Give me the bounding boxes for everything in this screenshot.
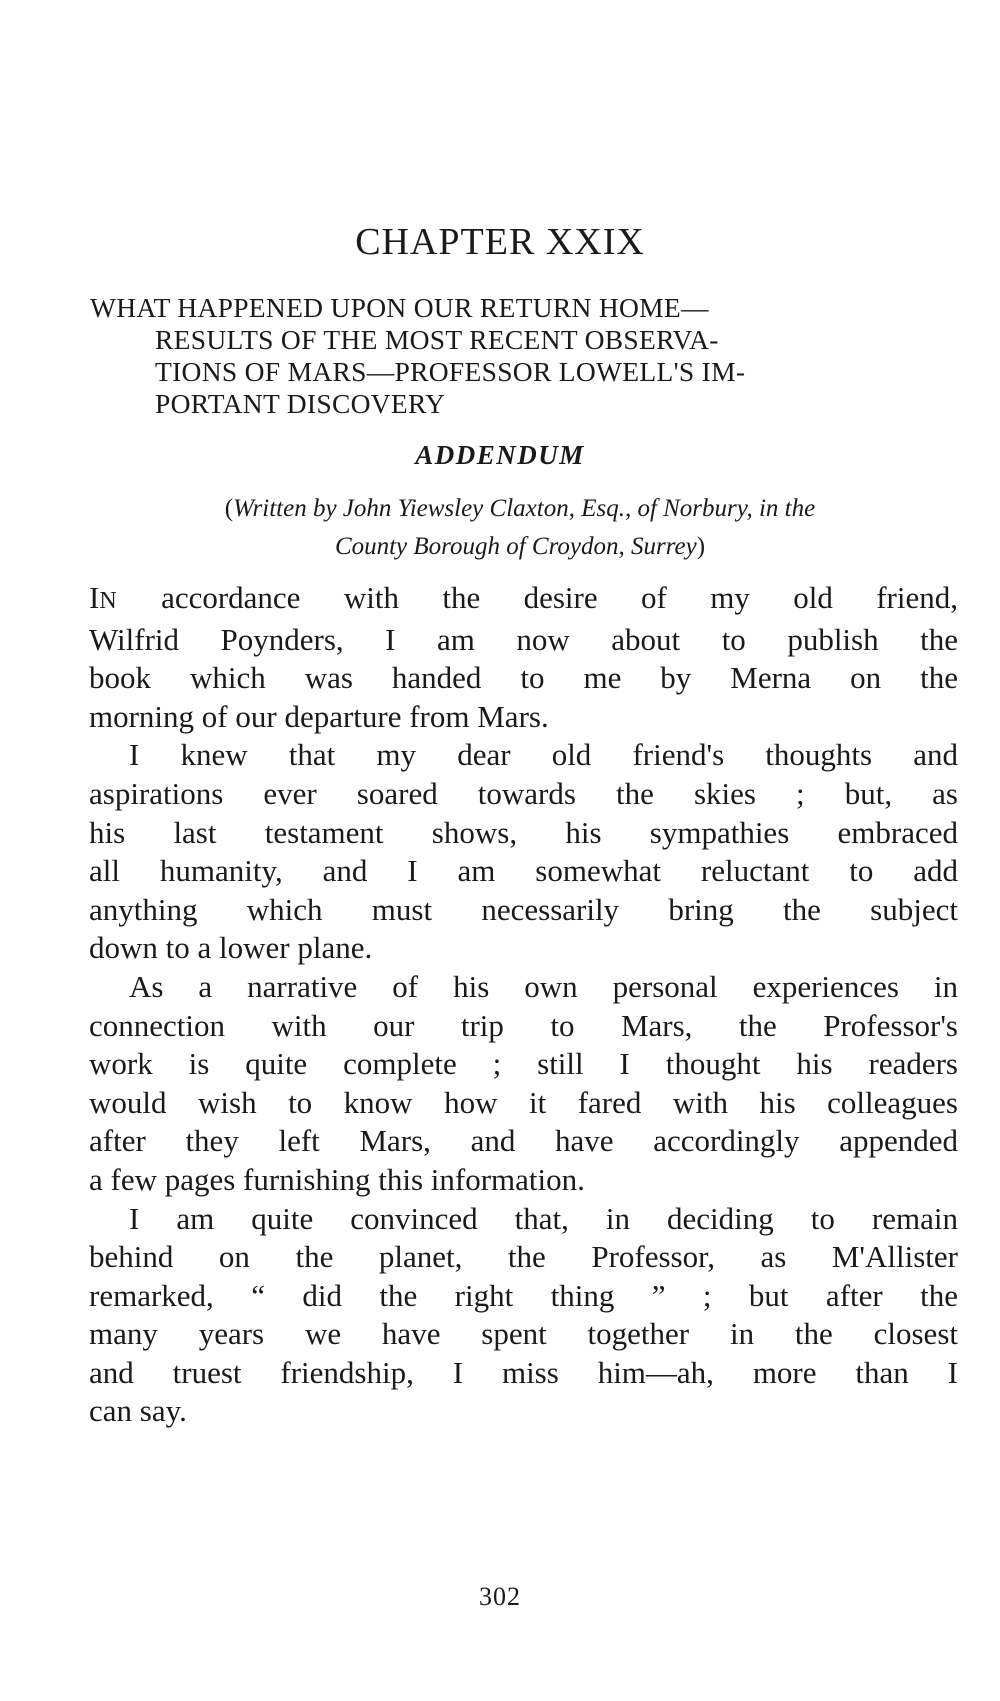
body-line-text: I am quite convinced that, in deciding to remain: [129, 1200, 958, 1236]
body-line-text: and truest friendship, I miss him—ah, more than I: [89, 1354, 958, 1390]
byline-open-paren: (: [224, 495, 234, 522]
body-line-text: aspirations ever soared towards the skies ; but, as: [89, 775, 958, 811]
body-line: [89, 1045, 958, 1084]
body-line-text: many years we have spent together in the closest: [89, 1316, 958, 1352]
body-line: [89, 1277, 958, 1316]
body-line: [89, 968, 958, 1007]
byline-line-1: [90, 490, 950, 528]
body-line: [89, 1238, 958, 1277]
body-line-text: remarked, “ did the right thing ” ; but after the: [89, 1277, 958, 1313]
addendum-byline: [90, 490, 950, 566]
body-line-text: I knew that my dear old friend's thoughts and: [129, 737, 958, 773]
body-text: [89, 579, 958, 1431]
body-line-text: all humanity, and I am somewhat reluctant to add: [89, 853, 958, 889]
body-line-text: anything which must necessarily bring the subject: [89, 891, 958, 927]
body-line-text: work is quite complete ; still I thought his readers: [89, 1046, 958, 1082]
body-line: [89, 1084, 958, 1123]
body-line: [89, 1392, 958, 1431]
byline-line-2: [90, 528, 950, 566]
summary-line: WHAT HAPPENED UPON OUR RETURN HOME—: [90, 292, 709, 323]
summary-line: TIONS OF MARS—PROFESSOR LOWELL'S IM-: [155, 356, 746, 387]
body-line: [89, 698, 958, 737]
summary-line: RESULTS OF THE MOST RECENT OBSERVA-: [155, 324, 719, 355]
body-line-text: a few pages furnishing this information.: [89, 1161, 585, 1197]
body-line: [89, 1161, 958, 1200]
body-line-text: after they left Mars, and have accordingly appended: [89, 1123, 958, 1159]
body-line-text: morning of our departure from Mars.: [89, 698, 549, 734]
dropcap-letter: I: [89, 580, 100, 615]
chapter-summary: [90, 292, 950, 420]
body-line-text: As a narrative of his own personal experiences in: [129, 968, 958, 1004]
body-line-text: behind on the planet, the Professor, as M'Allister: [89, 1239, 958, 1275]
chapter-title: CHAPTER XXIX: [355, 221, 645, 263]
addendum-heading: ADDENDUM: [415, 440, 585, 470]
body-line: [89, 1315, 958, 1354]
byline-close-paren: ): [696, 533, 706, 560]
body-line-text: would wish to know how it fared with his colleagues: [89, 1084, 958, 1120]
body-line: [89, 891, 958, 930]
summary-line: PORTANT DISCOVERY: [155, 388, 446, 419]
body-line-text: accordance with the desire of my old friend,: [117, 580, 958, 615]
body-line: [89, 1354, 958, 1393]
body-line: [89, 929, 958, 968]
body-line-text: his last testament shows, his sympathies embraced: [89, 814, 958, 850]
body-line-text: book which was handed to me by Merna on the: [89, 660, 958, 696]
body-line: [89, 736, 958, 775]
body-line: [89, 814, 958, 853]
body-line: [89, 1007, 958, 1046]
body-line: [89, 1122, 958, 1161]
body-line-text: can say.: [89, 1393, 187, 1429]
body-line: [89, 775, 958, 814]
small-caps-letter: N: [99, 588, 118, 614]
body-line: [89, 659, 958, 698]
body-line-text: down to a lower plane.: [89, 930, 373, 966]
byline-text-2: County Borough of Croydon, Surrey: [334, 533, 697, 560]
body-line-text: Wilfrid Poynders, I am now about to publish the: [89, 621, 958, 657]
body-line: [89, 1200, 958, 1239]
body-line: [89, 621, 958, 660]
body-line: [89, 579, 958, 621]
page-number: 302: [479, 1582, 521, 1611]
byline-text-1: Written by John Yiewsley Claxton, Esq., of Norbury, in the: [233, 495, 816, 522]
body-line-text: connection with our trip to Mars, the Professor's: [89, 1007, 958, 1043]
body-line: [89, 852, 958, 891]
